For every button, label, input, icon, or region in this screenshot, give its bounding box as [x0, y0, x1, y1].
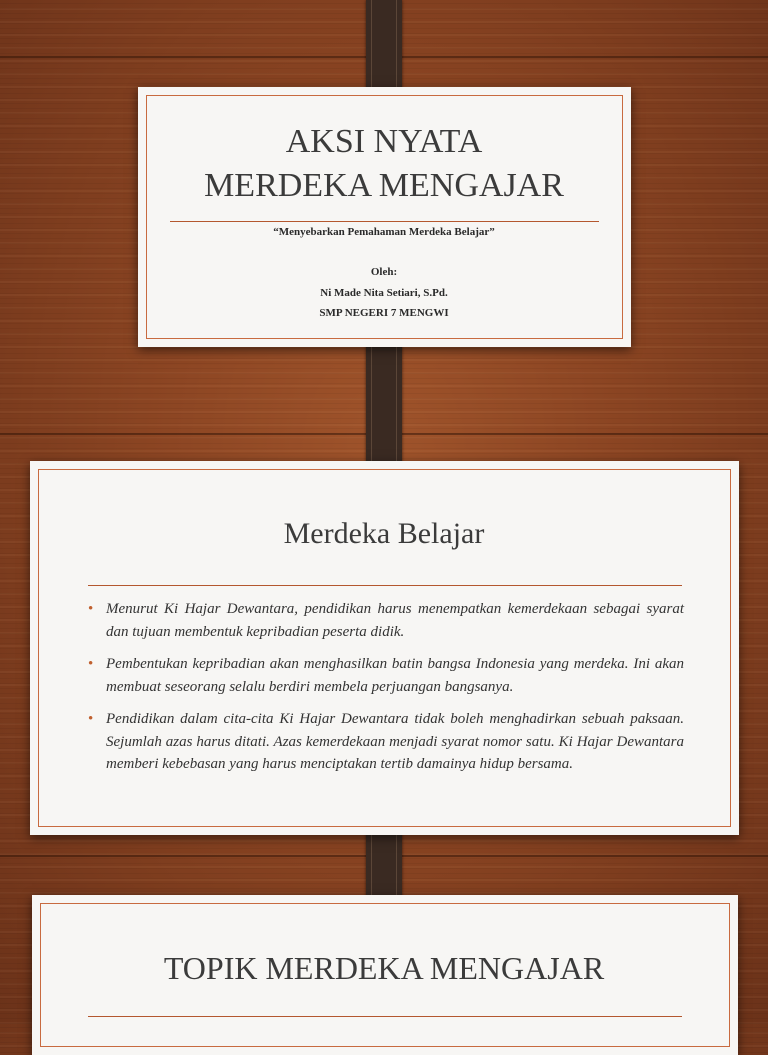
heading-divider — [88, 585, 682, 586]
bullet-text: Pendidikan dalam cita-cita Ki Hajar Dewantara tidak boleh menghadirkan sebuah paksaan. Sejumlah azas harus ditati. Azas kemerdekaan menjadi syarat nomor satu. Ki Hajar Dewantara memberi kebebasan yang harus menciptakan tertib damainya hidup bersama. — [106, 711, 684, 772]
slide-subtitle: “Menyebarkan Pemahaman Merdeka Belajar” — [273, 226, 495, 238]
bullet-text: Menurut Ki Hajar Dewantara, pendidikan harus menempatkan kemerdekaan sebagai syarat dan tujuan membentuk kepribadian peserta didik. — [106, 601, 684, 640]
list-item — [88, 598, 684, 643]
author-name: Ni Made Nita Setiari, S.Pd. — [320, 287, 448, 299]
title-line-2: MERDEKA MENGAJAR — [204, 167, 564, 204]
topik-heading: TOPIK MERDEKA MENGAJAR — [163, 950, 605, 986]
author-by-label: Oleh: — [370, 266, 398, 278]
title-divider — [170, 221, 599, 222]
title-slide-heading — [0, 120, 768, 208]
school-name: SMP NEGERI 7 MENGWI — [319, 307, 449, 319]
bullet-icon: • — [88, 656, 94, 672]
bullet-text: Pembentukan kepribadian akan menghasilkan batin bangsa Indonesia yang merdeka. Ini akan membuat seseorang selalu berdiri membela perjuangan bangsanya. — [106, 656, 684, 695]
bullet-icon: • — [88, 711, 94, 727]
merdeka-belajar-heading: Merdeka Belajar — [283, 517, 485, 550]
list-item — [88, 653, 684, 698]
list-item — [88, 708, 684, 776]
hanging-ribbon — [366, 330, 402, 480]
title-line-1: AKSI NYATA — [285, 123, 483, 160]
bullet-icon: • — [88, 601, 94, 617]
bullet-list — [88, 598, 684, 786]
heading-divider — [88, 1016, 682, 1017]
